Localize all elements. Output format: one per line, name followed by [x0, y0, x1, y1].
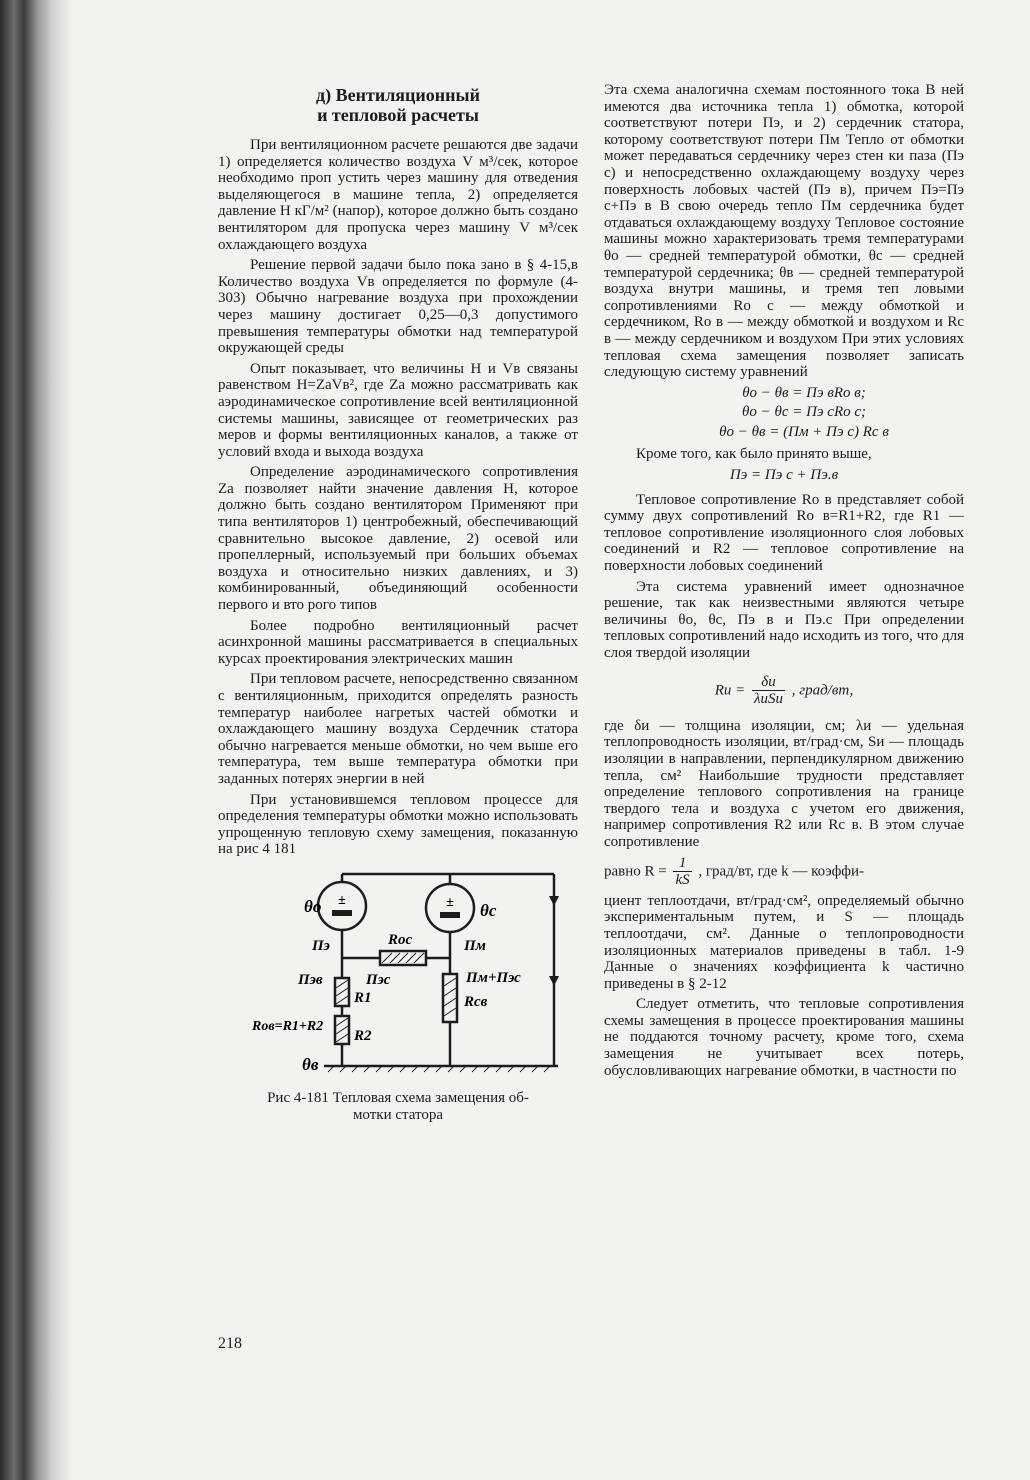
eq-post: , град/вт, где k — коэффи-: [698, 863, 865, 880]
eq-numerator: 1: [673, 855, 691, 873]
left-column: [218, 85, 578, 1124]
label-P-m-plus-P-ec: Пм+Пэс: [466, 969, 521, 986]
section-title-line-2: и тепловой расчеты: [317, 105, 479, 125]
eq-rhs: , град/вт,: [791, 682, 854, 699]
eq-denominator: λиSи: [753, 691, 783, 708]
label-P-ec: Пэс: [366, 971, 391, 988]
label-P-ev: Пэв: [298, 971, 323, 988]
caption-line-2: мотки статора: [352, 1106, 444, 1123]
book-spine-shadow: [0, 0, 72, 1480]
equation: Пэ = Пэ с + Пэ.в: [729, 467, 839, 484]
paragraph: Эта схема аналогична схемам постоянного тока В ней имеются два источника тепла 1) обмотка, которой соответствуют потери Пэ, и 2) сердечник статора, которому соответствуют потери Пм Тепло от обмотки может передаваться сердечнику через стен ки паза (Пэ с) и непосредственно охлаждающему воздуху через поверхность лобовых частей (Пэ в), причем Пэ=Пэ с+Пэ в В свою очередь тепло Пм сердечника будет отдаваться охлаждающему воздуху Тепловое состояние машины можно характеризовать тремя температурами θо — средней температурой обмотки, θс — средней температурой сердечника; θв — средней температурой воздуха внутри машины, и тремя теп ловыми сопротивлениями Rо с — между обмоткой и сердечником, Rо в — между обмоткой и воздухом и Rс в — между сердечником и воздухом При этих условиях тепловая схема замещения позволяет записать следующую систему уравнений: [604, 82, 964, 381]
eq-pre: равно R =: [604, 863, 667, 880]
paragraph: При установившемся тепловом процессе для определения температуры обмотки можно использовать упрощенную тепловую схему замещения, показанную на рис 4 181: [218, 791, 578, 858]
paragraph: циент теплоотдачи, вт/град·см², определяемый обычно экспериментальным путем, и S — площадь теплоотдачи, см². Данные о теплопроводности изоляционных материалов приведены в табл. 1-9 Данные о значениях коэффициента k частично приведены в § 2-12: [604, 892, 964, 992]
paragraph: Эта система уравнений имеет однозначное решение, так как неизвестными являются четыре величины θо, θс, Пэ в и Пэ.с При определении тепловых сопротивлений надо исходить из того, что для слоя твердой изоляции: [604, 578, 964, 661]
source-polarity-label: ±: [446, 894, 454, 910]
label-P-m: Пм: [464, 937, 486, 954]
eq-denominator: kS: [675, 872, 690, 889]
equation: θо − θс = Пэ сRо с;: [741, 404, 867, 421]
equation-R-convection: [604, 855, 964, 889]
thermal-circuit-diagram: [232, 866, 562, 1086]
label-theta-c: θс: [480, 900, 497, 920]
label-R2: R2: [354, 1027, 372, 1044]
paragraph: Тепловое сопротивление Rо в представляет собой сумму двух сопротивлений Rо в=R1+R2, где R1 — тепловое сопротивление изоляционного слоя лобовых соединений и R2 — тепловое сопротивление на поверхности лобовых соединений: [604, 491, 964, 575]
paragraph: где δи — толщина изоляции, см; λи — удельная теплопроводность изоляции, вт/град·см, Sи — площадь изоляции в направлении, перпендикулярном движению тепла, см² Наибольшие трудности представляет определение теплового сопротивления на границе твердого тела и воздуха с учетом его движения, например сопротивления R2 или Rс в. В этом случае сопротивление: [604, 717, 964, 850]
figure-caption: [218, 1090, 578, 1124]
paragraph: Следует отметить, что тепловые сопротивления схемы замещения в процессе проектирования машины не поддаются точному расчету, кроме того, схема замещения не учитывает всех потерь, обусловливающих нагревание обмотки, в частности по: [604, 996, 964, 1079]
label-R-ov: Rов=R1+R2: [252, 1018, 324, 1034]
section-title: [218, 85, 578, 125]
caption-line-1: Рис 4-181 Тепловая схема замещения об-: [267, 1089, 529, 1106]
label-R-oc: Rос: [388, 931, 413, 948]
label-R1: R1: [354, 989, 372, 1006]
label-theta-o: θо: [304, 896, 322, 916]
paragraph: Решение первой задачи было пока зано в § 4-15,в Количество воздуха Vв определяется по формуле (4-303) Обычно нагревание воздуха при прохождении через машину достигает 0,25—0,3 допустимого превышения температуры обмотки над температурой окружающей среды: [218, 257, 578, 357]
equation-R-insulation: [604, 674, 964, 708]
paragraph: Определение аэродинамического сопротивления Zа позволяет найти значение давления H, которое должно быть создано вентилятором Применяют при типа вентиляторов 1) центробежный, обеспечивающий сравнительно высокое давление, 2) осевой или пропеллерный, используемый при больших объемах воздуха и относительно низких давлениях, и 3) комбинированный, объединяющий особенности первого и вто рого типов: [218, 464, 578, 614]
equation: θо − θв = (Пм + Пэ с) Rс в: [719, 423, 889, 440]
source-polarity-label: ±: [338, 892, 346, 908]
right-column: [604, 82, 964, 1083]
label-theta-v: θв: [302, 1054, 319, 1074]
paragraph: Кроме того, как было принято выше,: [636, 446, 872, 463]
eq-lhs: Rи =: [714, 682, 746, 699]
paragraph: Более подробно вентиляционный расчет асинхронной машины рассматривается в специальных курсах проектирования электрических машин: [218, 617, 578, 667]
label-P-e: Пэ: [312, 937, 330, 954]
paragraph: При тепловом расчете, непосредственно связанном с вентиляционным, приходится определять разность температур наиболее нагретых частей обмотки и охлаждающего машину воздуха Сердечник статора обычно нагревается меньше обмотки, но чем выше его температура, тем выше температура обмотки при заданных потерях энергии в ней: [218, 671, 578, 787]
eq-numerator: δи: [752, 674, 785, 692]
equation: θо − θв = Пэ вRо в;: [742, 384, 866, 401]
page-number: 218: [218, 1335, 242, 1352]
section-title-line-1: д) Вентиляционный: [316, 85, 480, 105]
paragraph: При вентиляционном расчете решаются две задачи 1) определяется количество воздуха V м³/сек, которое необходимо проп устить через машину для отведения выделяющегося в машине тепла, 2) определяется давление H кГ/м² (напор), которое должно быть создано вентилятором для пропуска через машину V м³/сек охлаждающего воздуха: [218, 137, 578, 253]
paragraph: Опыт показывает, что величины H и Vв связаны равенством H=ZаVв², где Zа можно рассматривать как аэродинамическое сопротивление всей вентиляционной системы машины, зависящее от геометрических раз меров и формы вентиляционных каналов, а также от условий входа и выхода воздуха: [218, 360, 578, 460]
label-R-cv: Rсв: [464, 993, 488, 1010]
